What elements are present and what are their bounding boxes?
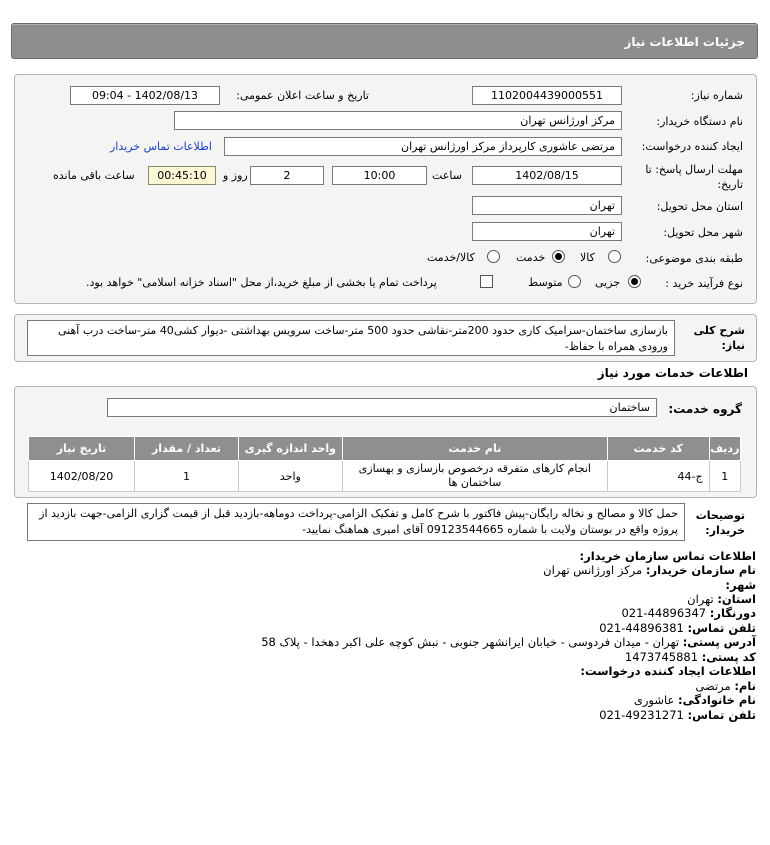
creator-name-key: نام: [734, 679, 756, 693]
col-service-code: کد خدمت [607, 437, 709, 461]
summary-label: شرح کلی نیاز: [693, 324, 745, 352]
buyer-province-key: استان: [717, 592, 756, 606]
buyer-address-key: آدرس پستی: [682, 635, 756, 649]
buyer-fax-key: دورنگار: [709, 606, 756, 620]
buyer-org-field: مرکز اورژانس تهران [174, 111, 622, 130]
delivery-province-field: تهران [472, 196, 622, 215]
buyer-contact-title [579, 549, 756, 563]
announce-datetime-label: تاریخ و ساعت اعلان عمومی: [236, 89, 369, 102]
creator-contact-title-text: اطلاعات ایجاد کننده درخواست: [580, 664, 756, 678]
creator-family-key: نام خانوادگی: [678, 693, 756, 707]
buyer-postal-key: کد پستی: [701, 650, 756, 664]
buyer-address-line [261, 635, 756, 649]
buyer-phone-value: 44896381-021 [599, 621, 684, 635]
col-quantity: تعداد / مقدار [135, 437, 239, 461]
delivery-province-label: استان محل تحویل: [656, 200, 743, 213]
request-creator-field: مرتضی عاشوری کارپرداز مرکز اورژانس تهران [224, 137, 622, 156]
services-table-header [29, 437, 741, 461]
process-type-label: نوع فرآیند خرید : [665, 277, 743, 290]
service-code: ج-44 [607, 461, 709, 492]
category-goods-radio[interactable] [608, 250, 621, 263]
buyer-postal-line [625, 650, 756, 664]
service-name: انجام کارهای متفرقه درخصوص بازسازی و بهسازی ساختمان ها [342, 461, 607, 492]
creator-family-value: عاشوری [633, 693, 675, 707]
need-details-form [14, 74, 757, 304]
request-creator-label: ایجاد کننده درخواست: [641, 140, 743, 153]
buyer-province-line [687, 592, 756, 606]
col-row-number: ردیف [709, 437, 740, 461]
category-service-label: خدمت [516, 251, 546, 264]
category-goods-service-radio[interactable] [487, 250, 500, 263]
service-group-label: گروه خدمت: [668, 402, 742, 416]
announce-datetime-field: 1402/08/13 - 09:04 [70, 86, 220, 105]
days-label: روز و [223, 169, 248, 182]
col-need-date: تاریخ نیاز [29, 437, 135, 461]
buyer-contact-link[interactable]: اطلاعات تماس خریدار [110, 140, 212, 153]
buyer-contact-title-text: اطلاعات تماس سازمان خریدار: [579, 549, 756, 563]
treasury-payment-note: پرداخت تمام یا بخشی از مبلغ خرید،از محل "اسناد خزانه اسلامی" خواهد بود. [86, 276, 437, 289]
buyer-phone-key: تلفن تماس: [687, 621, 756, 635]
buyer-province-value: تهران [687, 592, 714, 606]
need-number-field: 1102004439000551 [472, 86, 622, 105]
buyer-fax-line [621, 606, 756, 620]
col-unit: واحد اندازه گیری [238, 437, 342, 461]
deadline-label-date: تاریخ: [717, 178, 743, 191]
buyer-org-value: مرکز اورژانس تهران [543, 563, 643, 577]
process-minor-label: جزیی [595, 276, 621, 289]
need-date: 1402/08/20 [29, 461, 135, 492]
buyer-org-key: نام سازمان خریدار: [645, 563, 756, 577]
unit: واحد [238, 461, 342, 492]
buyer-address-value: تهران - میدان فردوسی - خیابان ایرانشهر جنوبی - نبش کوچه علی اکبر دهخدا - پلاک 58 [261, 635, 680, 649]
category-label: طبقه بندی موضوعی: [645, 252, 743, 265]
creator-phone-line [599, 708, 756, 722]
buyer-notes-label: توضیحات خریدار: [695, 509, 745, 537]
creator-contact-title [580, 664, 756, 678]
days-field: 2 [250, 166, 324, 185]
buyer-city-line [725, 578, 756, 592]
quantity: 1 [135, 461, 239, 492]
buyer-city-key: شهر: [725, 578, 756, 592]
remaining-time-label: ساعت باقی مانده [53, 169, 135, 182]
services-section-title: اطلاعات خدمات مورد نیاز [597, 366, 748, 380]
category-goods-service-label: کالا/خدمت [427, 251, 475, 264]
buyer-phone-line [599, 621, 756, 635]
buyer-org-label: نام دستگاه خریدار: [656, 115, 743, 128]
treasury-payment-checkbox[interactable] [480, 275, 493, 288]
col-service-name: نام خدمت [342, 437, 607, 461]
need-number-label: شماره نیاز: [690, 89, 743, 102]
creator-phone-value: 49231271-021 [599, 708, 684, 722]
category-goods-label: کالا [580, 251, 595, 264]
page-header [11, 23, 758, 59]
creator-name-value: مرتضی [695, 679, 731, 693]
delivery-city-label: شهر محل تحویل: [663, 226, 743, 239]
creator-family-line [634, 693, 756, 707]
remaining-time-field: 00:45:10 [148, 166, 216, 185]
buyer-postal-value: 1473745881 [624, 650, 699, 664]
page-title: جزئیات اطلاعات نیاز [624, 35, 745, 49]
buyer-org-line [543, 563, 756, 577]
category-service-radio[interactable] [552, 250, 565, 263]
row-number: 1 [709, 461, 740, 492]
deadline-time-label: ساعت [432, 169, 462, 182]
deadline-time-field: 10:00 [332, 166, 427, 185]
deadline-label: مهلت ارسال پاسخ: تا [645, 163, 743, 176]
service-group-field: ساختمان [107, 398, 657, 417]
creator-name-line [695, 679, 756, 693]
delivery-city-field: تهران [472, 222, 622, 241]
buyer-notes-text: حمل کالا و مصالح و نخاله رایگان-پیش فاکتور با شرح کامل و تفکیک الزامی-پرداخت دوماهه-بازدید قبل از قیمت گزاری الزامی-جهت بازدید از پروژه واقع در بوستان ولایت با شماره 09123544665 آقای امیری هماهنگ نمایید- [27, 503, 685, 541]
process-medium-radio[interactable] [568, 275, 581, 288]
summary-text: بازسازی ساختمان-سرامیک کاری حدود 200متر-نقاشی حدود 500 متر-ساخت سرویس بهداشتی -دیوار کشی40 متر-ساخت درب آهنی ورودی همراه با حفاظ- [27, 320, 675, 356]
creator-phone-key: تلفن تماس: [687, 708, 756, 722]
process-medium-label: متوسط [528, 276, 563, 289]
table-row [29, 461, 741, 492]
deadline-date-field: 1402/08/15 [472, 166, 622, 185]
buyer-fax-value: 44896347-021 [621, 606, 707, 620]
process-minor-radio[interactable] [628, 275, 641, 288]
services-table [28, 436, 741, 492]
